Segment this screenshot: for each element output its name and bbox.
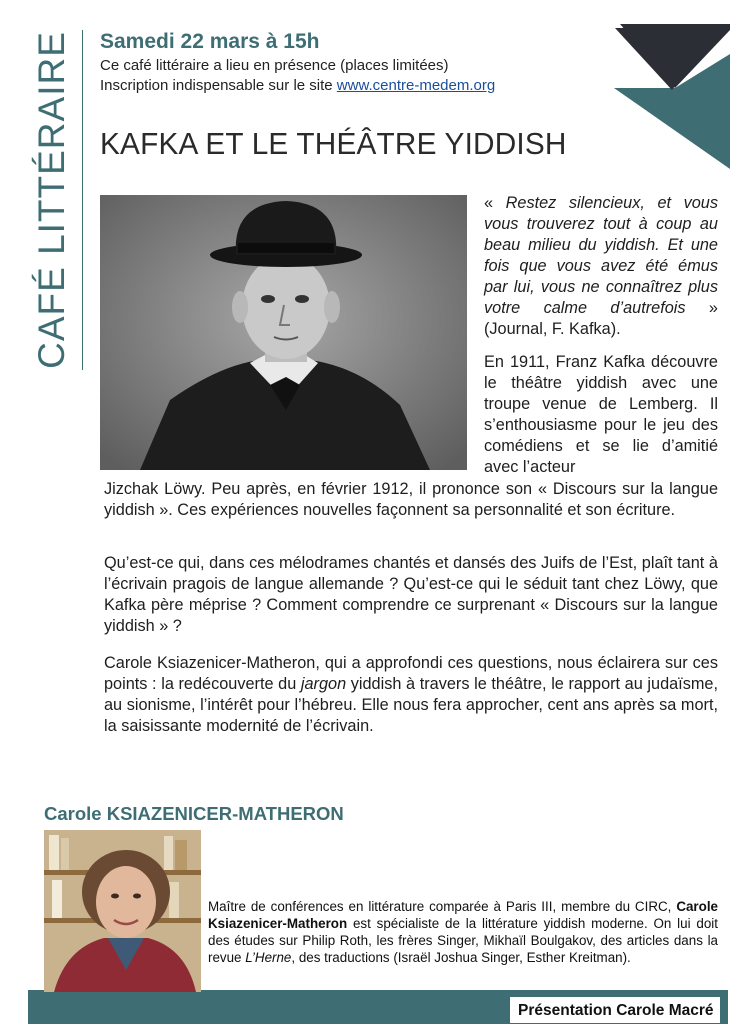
bio-part-3: , des traductions (Israël Joshua Singer, Esther Kreitman). [291, 950, 631, 965]
paragraph-1-top [484, 352, 718, 478]
paragraph-1-part1: En 1911, Franz Kafka découvre le théâtre yiddish avec une troupe venue de Lemberg. Il s’enthousiasme pour le jeu des comédiens et se lie d’amitié avec l’acteur [484, 353, 718, 476]
paragraph-2 [104, 553, 718, 637]
event-date: Samedi 22 mars à 15h [100, 30, 320, 53]
speaker-heading: Carole KSIAZENICER-MATHERON [44, 803, 344, 824]
paragraph-2-text: Qu’est-ce qui, dans ces mélodrames chantés et dansés des Juifs de l’Est, plaît tant à l’écrivain pragois de langue allemande ? Qu’est-ce qui le séduit tant chez Löwy, que Kafka père méprise ? Comment comprendre ce surprenant « Discours sur la langue yiddish » ? [104, 554, 718, 635]
paragraph-1-part2: Jizchak Löwy. Peu après, en février 1912, il prononce son « Discours sur la langue yiddish ». Ces expériences nouvelles façonnent sa personnalité et son écriture. [104, 480, 718, 519]
quote-open: « [484, 194, 506, 212]
bio-part-2: est spécialiste de la littérature yiddish moderne. On lui doit des études sur Philip Roth, les frères Singer, Mikhaïl Boulgakov, des articles dans la revue [208, 916, 718, 965]
bio-journal: L’Herne [245, 950, 292, 965]
paragraph-3-after: yiddish à travers le théâtre, le rapport au judaïsme, au sionisme, l’intérêt pour l’hébreu. Elle nous fera approcher, cent ans après sa mort, la saisissante modernité de l’écrivain. [104, 675, 718, 735]
paragraph-1-bottom [104, 479, 718, 521]
quote-text: Restez silencieux, et vous vous trouverez tout à coup au beau milieu du yiddish. Et une fois que vous avez été émus par lui, vous ne connaîtrez plus votre calme d’autrefois [484, 194, 718, 317]
event-info-line: Ce café littéraire a lieu en présence (places limitées) [100, 57, 449, 74]
quote-source: » (Journal, F. Kafka). [484, 299, 718, 338]
registration-text: Inscription indispensable sur le site [100, 77, 337, 94]
corner-decoration [600, 24, 730, 169]
bio-name: Carole Ksiazenicer-Matheron [208, 899, 718, 931]
side-label [28, 30, 76, 370]
page-title: KAFKA ET LE THÉÂTRE YIDDISH [100, 126, 567, 161]
presentation-credit: Présentation Carole Macré [518, 1002, 714, 1019]
paragraph-3-before: Carole Ksiazenicer-Matheron, qui a approfondi ces questions, nous éclairera sur ces points : la redécouverte du [104, 654, 718, 693]
paragraph-3 [104, 653, 718, 737]
speaker-bio [208, 898, 718, 966]
speaker-photo [44, 830, 201, 992]
registration-link[interactable]: www.centre-medem.org [336, 77, 496, 94]
kafka-quote [484, 193, 718, 340]
side-label-text: CAFÉ LITTÉRAIRE [31, 31, 72, 369]
vertical-divider [82, 30, 83, 370]
registration-line [100, 77, 495, 94]
kafka-portrait [100, 195, 467, 470]
paragraph-3-italic: jargon [300, 675, 347, 693]
bio-part-1: Maître de conférences en littérature comparée à Paris III, membre du CIRC, [208, 899, 677, 914]
